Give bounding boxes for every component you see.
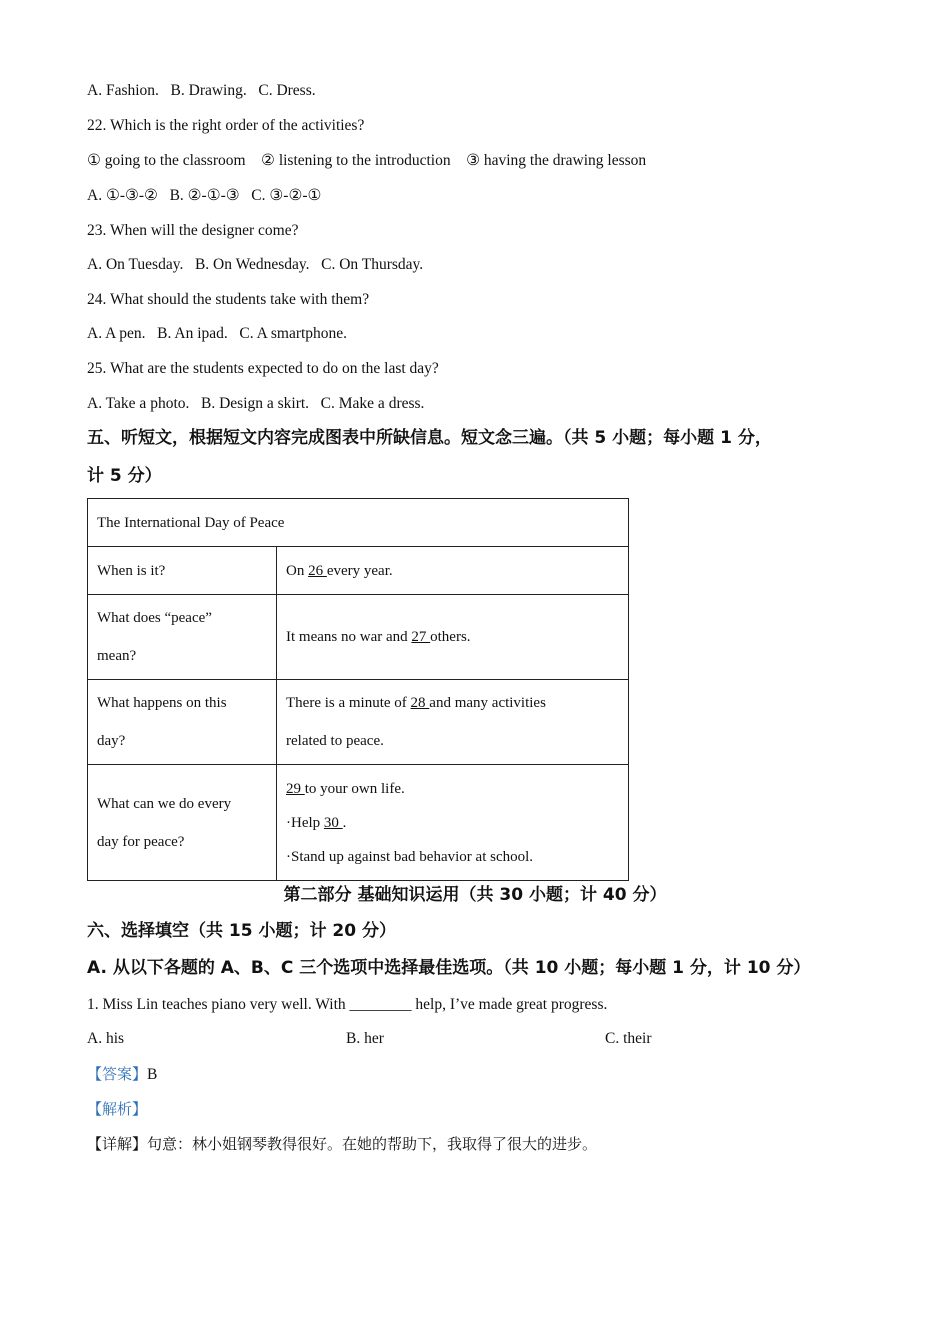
table-question-3: [88, 680, 277, 765]
q25-text: 25. What are the students expected to do on the last day?: [87, 360, 439, 377]
answer-label: 【答案】: [87, 1065, 148, 1083]
q1-option-a: A. his: [87, 1030, 125, 1047]
answer-text: to your own life.: [304, 780, 405, 797]
question-line: What happens on this: [97, 695, 227, 711]
answer-text: .: [342, 814, 347, 831]
q22-text: 22. Which is the right order of the activities?: [87, 117, 365, 134]
answer-text: There is a minute of: [286, 695, 411, 711]
detail-label: 【详解】: [87, 1135, 148, 1153]
blank-27: 27: [411, 629, 431, 645]
answer-line: [286, 684, 619, 722]
section6-title: 六、选择填空（共 15 小题；计 20 分）: [87, 921, 396, 941]
table-title: The International Day of Peace: [88, 499, 629, 547]
answer-text: others.: [430, 629, 471, 645]
q24-text: 24. What should the students take with them?: [87, 291, 370, 308]
q21-options: A. Fashion. B. Drawing. C. Dress.: [87, 82, 316, 99]
info-table: [87, 498, 629, 881]
answer-text: and many activities: [429, 695, 546, 711]
blank-28: 28: [410, 695, 430, 711]
q23-text: 23. When will the designer come?: [87, 222, 299, 239]
table-question-1: When is it?: [88, 547, 277, 595]
q22-options: A. ①-③-② B. ②-①-③ C. ③-②-①: [87, 187, 322, 204]
answer-line: ·Stand up against bad behavior at school.: [286, 848, 534, 865]
question-line: What does “peace”: [97, 610, 212, 626]
table-question-4: [88, 765, 277, 881]
question-line: day for peace?: [97, 833, 185, 850]
section5-heading-line2: 计 5 分）: [87, 466, 162, 486]
answer-text: On: [286, 562, 309, 579]
answer-text: ·Help: [286, 814, 324, 831]
table-answer-2: [277, 595, 629, 680]
table-answer-3: [277, 680, 629, 765]
question-line: day?: [97, 733, 126, 749]
answer-value: B: [147, 1066, 158, 1083]
analysis-line: [87, 1099, 147, 1120]
blank-26: 26: [308, 562, 327, 579]
answer-line: [87, 1064, 157, 1085]
analysis-label: 【解析】: [87, 1100, 148, 1118]
table-question-2: [88, 595, 277, 680]
q1-option-b: B. her: [346, 1030, 384, 1047]
table-answer-4: [277, 765, 629, 881]
detail-line: [87, 1134, 597, 1155]
section6a-title: A. 从以下各题的 A、B、C 三个选项中选择最佳选项。（共 10 小题；每小题 1 分，计 10 分）: [87, 958, 811, 978]
part2-title: 第二部分 基础知识运用（共 30 小题；计 40 分）: [283, 885, 667, 905]
q1-text: 1. Miss Lin teaches piano very well. With ________ help, I’ve made great progress.: [87, 996, 608, 1013]
q25-options: A. Take a photo. B. Design a skirt. C. Make a dress.: [87, 395, 425, 412]
q23-options: A. On Tuesday. B. On Wednesday. C. On Thursday.: [87, 256, 424, 273]
answer-line: [286, 772, 619, 806]
blank-29: 29: [286, 780, 305, 797]
answer-text: every year.: [326, 562, 393, 579]
blank-30: 30: [323, 814, 343, 831]
question-line: mean?: [97, 648, 137, 664]
section5-heading-line1: 五、听短文，根据短文内容完成图表中所缺信息。短文念三遍。（共 5 小题；每小题 1 分，: [87, 428, 772, 448]
answer-text: It means no war and: [286, 629, 412, 645]
q22-items: ① going to the classroom ② listening to the introduction ③ having the drawing lesson: [87, 152, 647, 169]
q1-option-c: C. their: [605, 1030, 652, 1047]
answer-line: related to peace.: [286, 733, 384, 749]
question-line: What can we do every: [97, 795, 232, 812]
answer-line: [286, 806, 619, 840]
table-answer-1: [277, 547, 629, 595]
q24-options: A. A pen. B. An ipad. C. A smartphone.: [87, 325, 348, 342]
detail-text: 句意：林小姐钢琴教得很好。在她的帮助下，我取得了很大的进步。: [147, 1135, 598, 1153]
